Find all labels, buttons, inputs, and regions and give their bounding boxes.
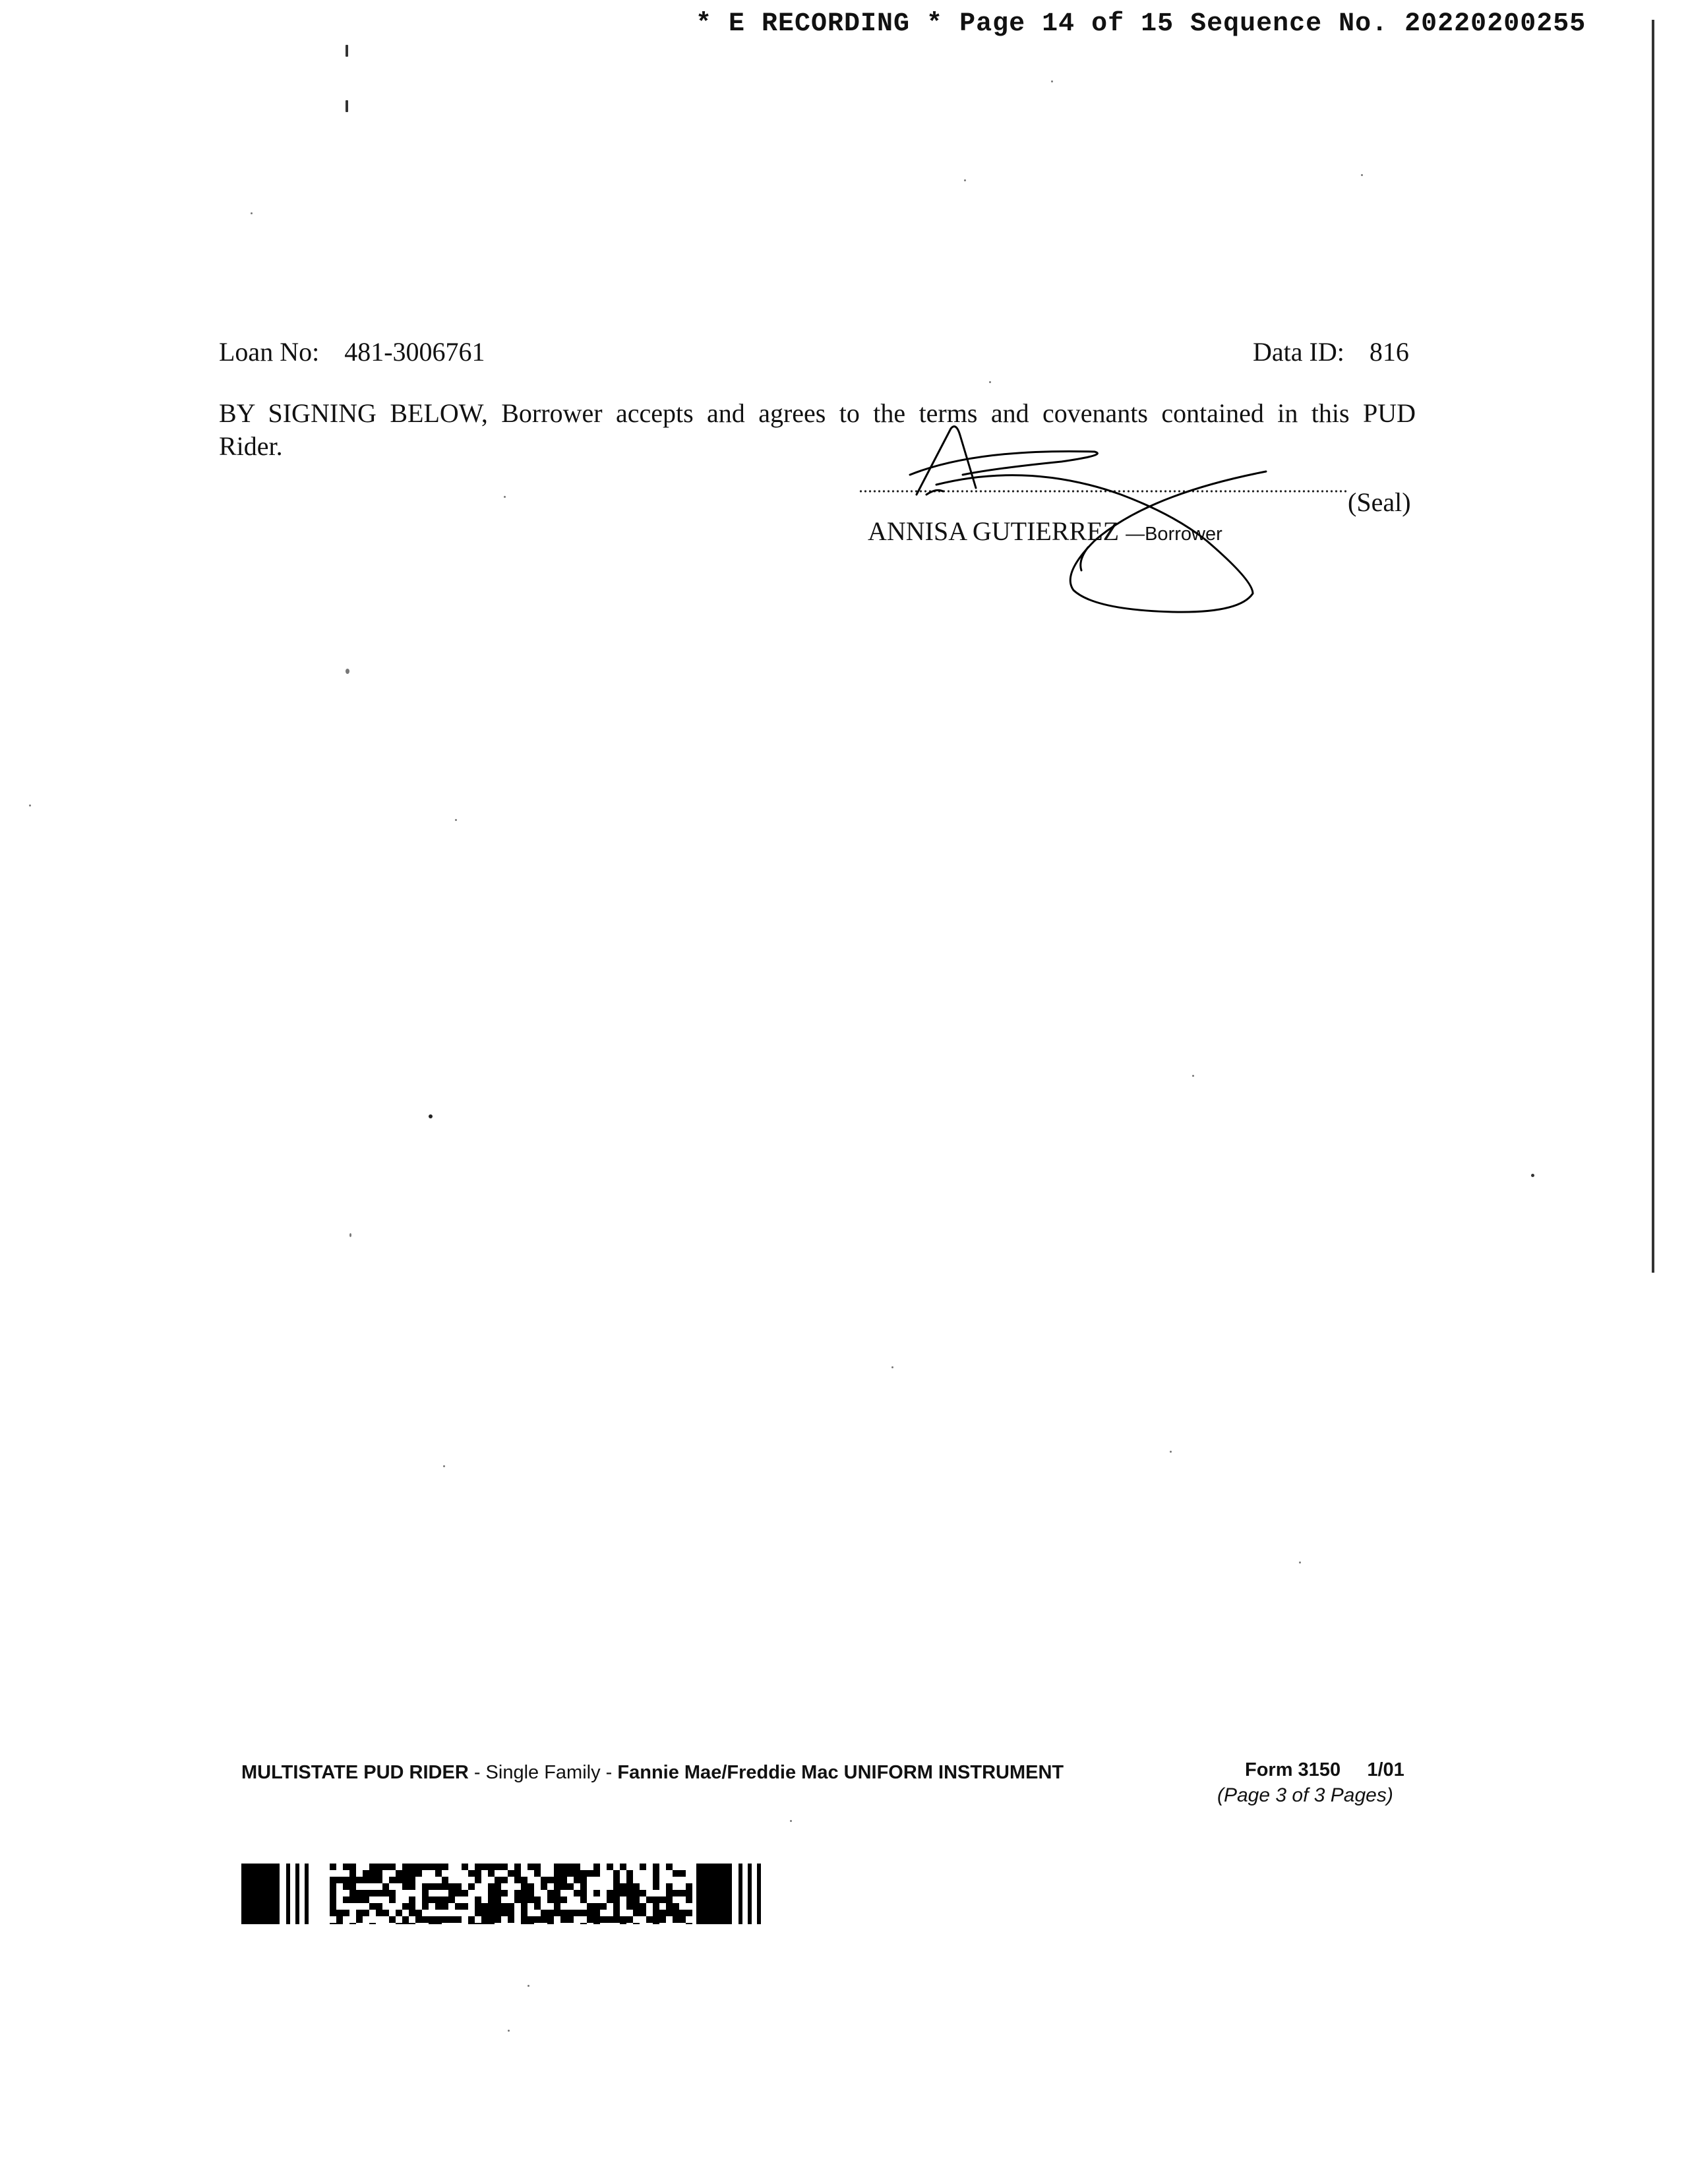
form-title: MULTISTATE PUD RIDER — [241, 1762, 469, 1783]
data-id-label: Data ID: — [1253, 337, 1344, 367]
scan-speck — [790, 1820, 792, 1822]
scan-speck — [1170, 1451, 1172, 1453]
form-number: Form 3150 1/01 — [1245, 1759, 1404, 1780]
scan-speck — [1192, 1075, 1194, 1077]
scan-mark — [346, 45, 348, 57]
borrower-role: —Borrower — [1126, 524, 1222, 545]
page-note: (Page 3 of 3 Pages) — [1217, 1784, 1393, 1806]
scan-speck — [989, 381, 991, 383]
scan-speck — [508, 2030, 510, 2032]
scan-speck — [964, 179, 966, 181]
data-id — [1253, 336, 1409, 367]
scan-speck — [1051, 80, 1053, 82]
recording-header: * E RECORDING * Page 14 of 15 Sequence No. 20220200255 — [696, 9, 1586, 39]
form-footer-title — [241, 1762, 1064, 1784]
scan-speck — [251, 212, 253, 214]
scan-speck — [504, 496, 506, 498]
scan-speck — [443, 1465, 445, 1467]
form-separator: - — [600, 1762, 618, 1783]
loan-number-value: 481-3006761 — [344, 337, 485, 367]
scan-speck — [429, 1114, 433, 1118]
data-id-value: 816 — [1369, 337, 1409, 367]
loan-number — [219, 336, 485, 367]
agreement-line-2: Rider. — [219, 431, 283, 461]
seal-label: (Seal) — [1348, 487, 1411, 517]
scan-mark — [346, 100, 348, 112]
page-edge-rule — [1652, 20, 1654, 1273]
scan-speck — [1361, 174, 1363, 176]
scan-speck — [1531, 1174, 1534, 1177]
handwritten-signature — [897, 422, 1306, 613]
barcode-matrix — [330, 1864, 692, 1924]
form-single-family: Single Family — [485, 1762, 601, 1783]
scan-speck — [891, 1366, 893, 1368]
agreement-line-1: BY SIGNING BELOW, Borrower accepts and agrees to the terms and covenants contained in this PUD — [219, 398, 1416, 428]
document-barcode — [241, 1864, 874, 1924]
borrower-name: ANNISA GUTIERREZ — [868, 516, 1120, 546]
scan-speck — [349, 1233, 351, 1237]
scan-speck — [346, 669, 349, 674]
scan-speck — [29, 804, 31, 806]
scan-speck — [1299, 1562, 1301, 1563]
scan-speck — [455, 819, 457, 821]
scan-speck — [528, 1985, 529, 1987]
loan-number-label: Loan No: — [219, 337, 320, 367]
form-instrument: Fannie Mae/Freddie Mac UNIFORM INSTRUMENT — [617, 1762, 1064, 1783]
form-separator: - — [468, 1762, 486, 1783]
